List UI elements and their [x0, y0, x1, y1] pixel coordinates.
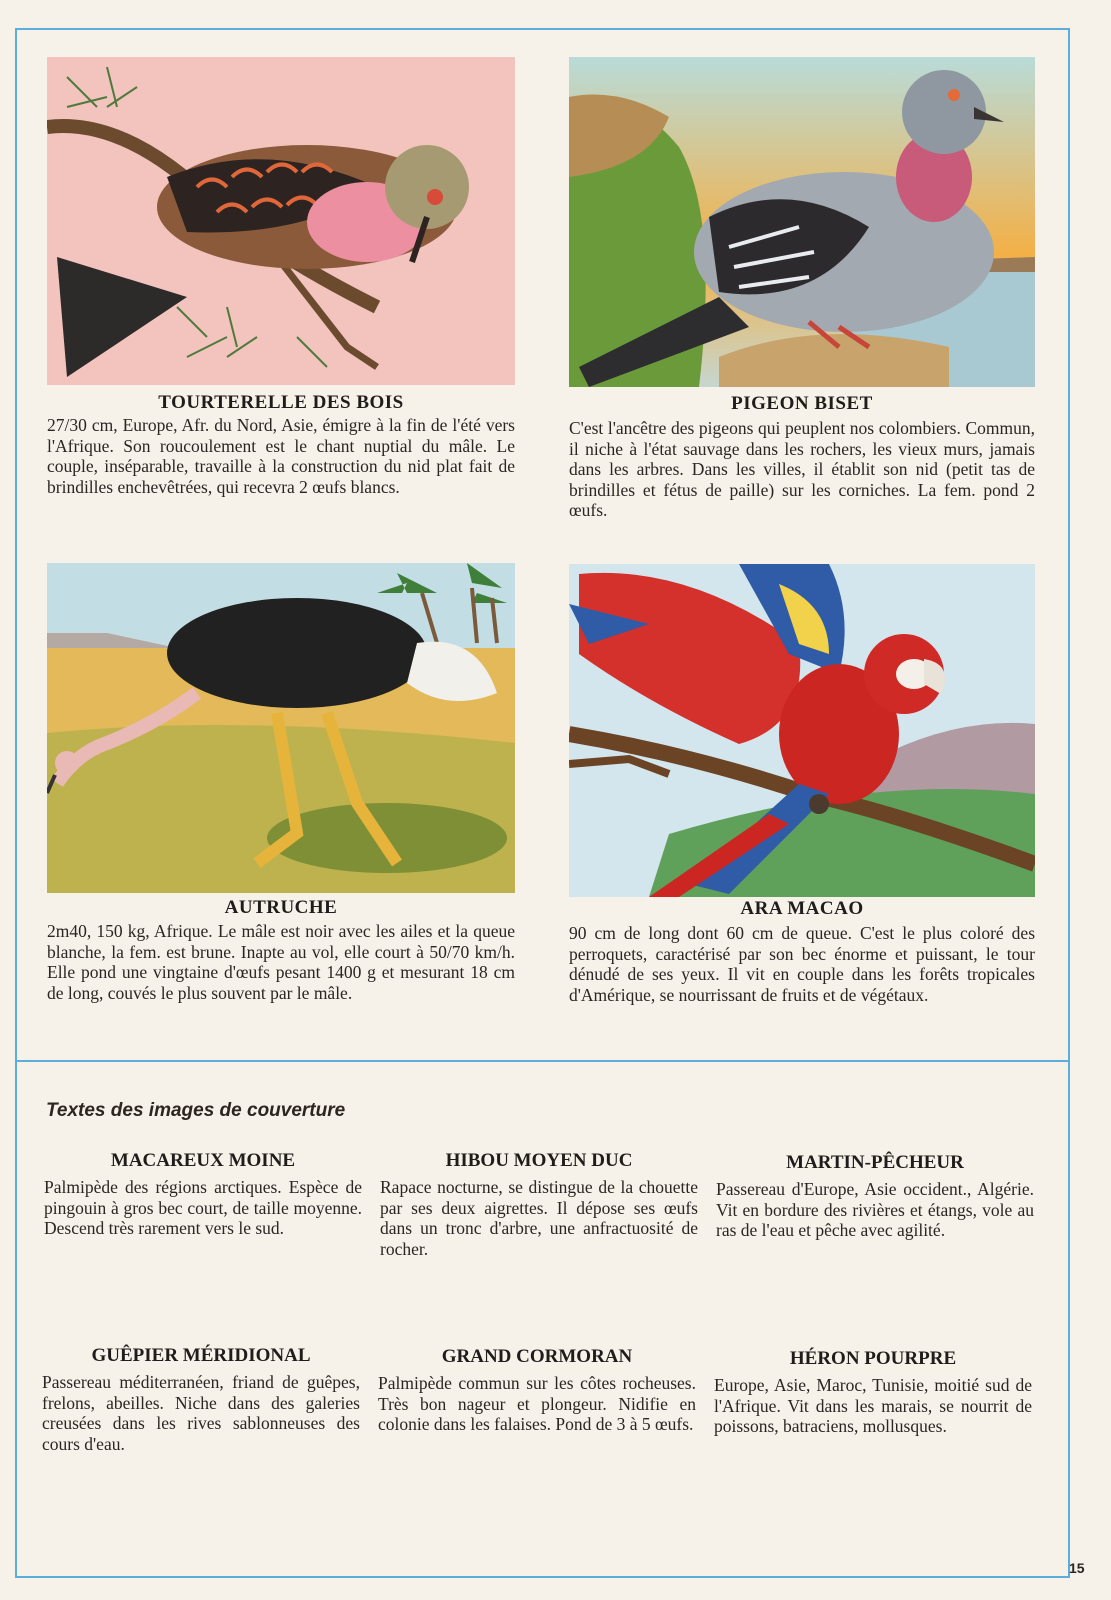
turtle-dove-title: TOURTERELLE DES BOIS	[158, 392, 404, 413]
cover-section-heading: Textes des images de couverture	[46, 1100, 346, 1121]
cover-entry-title: HÉRON POURPRE	[789, 1348, 957, 1369]
cover-entry-title: GRAND CORMORAN	[441, 1346, 633, 1367]
cover-entry-text: Palmipède commun sur les côtes rocheuses. Très bon nageur et plongeur. Nidifie en colonie dans les falaises. Pond de 3 à 5 œufs.	[378, 1373, 696, 1434]
ostrich-illustration	[47, 563, 515, 893]
macaw-description: 90 cm de long dont 60 cm de queue. C'est le plus coloré des perroquets, caractérisé par son bec énorme et puissant, le tour dénudé de ses yeux. Il vit en couple dans les forêts tropicales d'Amérique, se nourrissant de fruits et de végétaux.	[569, 923, 1035, 1005]
turtle-dove-description: 27/30 cm, Europe, Afr. du Nord, Asie, émigre à la fin de l'été vers l'Afrique. Son roucoulement est le chant nuptial du mâle. Le couple, inséparable, travaille à la construction du nid plat fait de brindilles enchevêtrées, qui recevra 2 œufs blancs.	[47, 415, 515, 497]
ostrich-description: 2m40, 150 kg, Afrique. Le mâle est noir avec les ailes et la queue blanche, la fem. est brune. Inapte au vol, elle court à 50/70 km/h. Elle pond une vingtaine d'œufs pesant 1400 g et mesurant 18 cm de long, couvés le plus souvent par le mâle.	[47, 921, 515, 1003]
cover-entry-text: Palmipède des régions arctiques. Espèce de pingouin à gros bec court, de taille moyenne. Descend très rarement vers le sud.	[44, 1177, 362, 1238]
cover-entry-text: Europe, Asie, Maroc, Tunisie, moitié sud de l'Afrique. Vit dans les marais, se nourrit de poissons, batraciens, mollusques.	[714, 1375, 1032, 1436]
page-number: 15	[1069, 1560, 1085, 1576]
cover-entry-title: MACAREUX MOINE	[110, 1150, 296, 1171]
cover-entry-text: Passereau d'Europe, Asie occident., Algérie. Vit en bordure des rivières et étangs, vole au ras de l'eau et pêche avec agilité.	[716, 1179, 1034, 1240]
rock-pigeon-title: PIGEON BISET	[731, 393, 873, 414]
macaw-title: ARA MACAO	[740, 898, 864, 919]
cover-entry-title: GUÊPIER MÉRIDIONAL	[91, 1345, 311, 1366]
cover-entry-title: MARTIN-PÊCHEUR	[786, 1152, 964, 1173]
turtle-dove-illustration	[47, 57, 515, 385]
cover-entry-title: HIBOU MOYEN DUC	[445, 1150, 633, 1171]
cover-entry-text: Passereau méditerranéen, friand de guêpes, frelons, abeilles. Niche dans des galeries creusées dans les rives sablonneuses des cours d'eau.	[42, 1372, 360, 1454]
section-divider	[15, 1060, 1070, 1062]
rock-pigeon-description: C'est l'ancêtre des pigeons qui peuplent nos colombiers. Commun, il niche à l'état sauvage dans les rochers, les vieux murs, jamais dans les arbres. Dans les villes, il établit son nid (petit tas de brindilles et fétus de paille) sur les corniches. La fem. pond 2 œufs.	[569, 418, 1035, 520]
rock-pigeon-illustration	[569, 57, 1035, 387]
ostrich-title: AUTRUCHE	[224, 897, 338, 918]
cover-entry-text: Rapace nocturne, se distingue de la chouette par ses deux aigrettes. Il dépose ses œufs dans un tronc d'arbre, une anfractuosité de rocher.	[380, 1177, 698, 1259]
macaw-illustration	[569, 564, 1035, 897]
